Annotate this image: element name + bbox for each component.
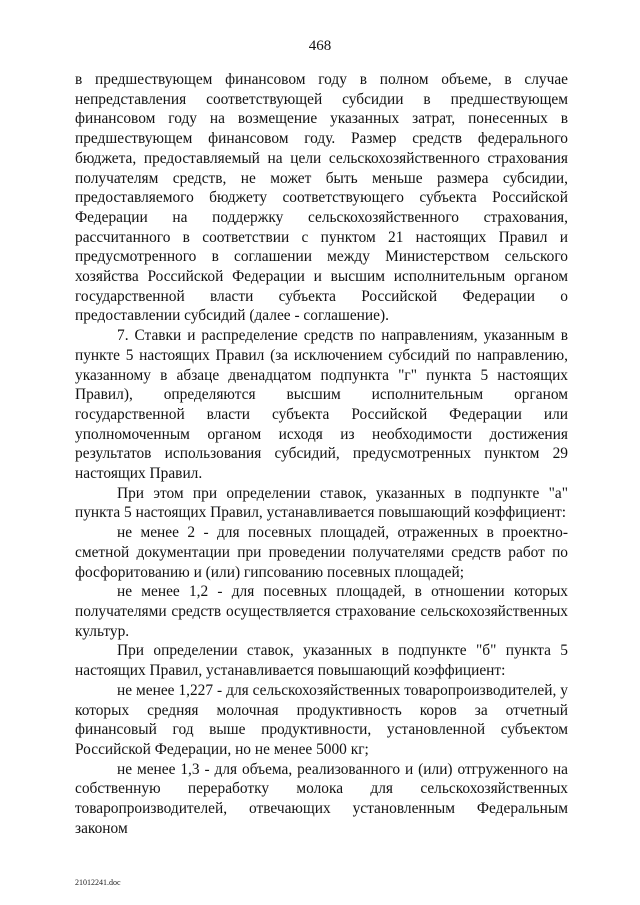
paragraph-coefficient-1-2: не менее 1,2 - для посевных площадей, в отношении которых получателями средств осуществляется страхование сельскохозяйственных культур.	[75, 583, 568, 640]
paragraph-coefficient-2: не менее 2 - для посевных площадей, отраженных в проектно-сметной документации при проведении получателями средств работ по фосфоритованию и (или) гипсованию посевных площадей;	[75, 524, 568, 581]
document-body	[75, 70, 568, 838]
paragraph-coefficient-1-227: не менее 1,227 - для сельскохозяйственных товаропроизводителей, у которых средняя молочная продуктивность коров за отчетный финансовый год выше продуктивности, установленной субъектом Российской Федерации, но не менее 5000 кг;	[75, 681, 568, 758]
paragraph-coefficient-1-3: не менее 1,3 - для объема, реализованного и (или) отгруженного на собственную переработку молока для сельскохозяйственных товаропроизводителей, отвечающих установленным Федеральным законом	[75, 760, 568, 837]
paragraph-continuation: в предшествующем финансовом году в полном объеме, в случае непредставления соответствующей субсидии в предшествующем финансовом году на возмещение указанных затрат, понесенных в предшествующем финансовом году. Размер средств федерального бюджета, предоставляемый на цели сельскохозяйственного страхования получателям средств, не может быть меньше размера субсидии, предоставляемого бюджету соответствующего субъекта Российской Федерации на поддержку сельскохозяйственного страхования, рассчитанного в соответствии с пунктом 21 настоящих Правил и предусмотренного в соглашении между Министерством сельского хозяйства Российской Федерации и высшим исполнительным органом государственной власти субъекта Российской Федерации о предоставлении субсидий (далее - соглашение).	[75, 71, 568, 325]
page-number: 468	[308, 38, 332, 54]
document-filename-footer: 21012241.doc	[75, 878, 121, 887]
paragraph-item-7: 7. Ставки и распределение средств по направлениям, указанным в пункте 5 настоящих Правил (за исключением субсидий по направлению, указанному в абзаце двенадцатом подпункта "г" пункта 5 настоящих Правил), определяются высшим исполнительным органом государственной власти субъекта Российской Федерации или уполномоченным органом исходя из необходимости достижения результатов использования субсидий, предусмотренных пунктом 29 настоящих Правил.	[75, 327, 568, 483]
paragraph-coefficient-b-intro: При определении ставок, указанных в подпункте "б" пункта 5 настоящих Правил, устанавливается повышающий коэффициент:	[75, 642, 568, 680]
paragraph-coefficient-a-intro: При этом при определении ставок, указанных в подпункте "а" пункта 5 настоящих Правил, устанавливается повышающий коэффициент:	[75, 484, 568, 522]
